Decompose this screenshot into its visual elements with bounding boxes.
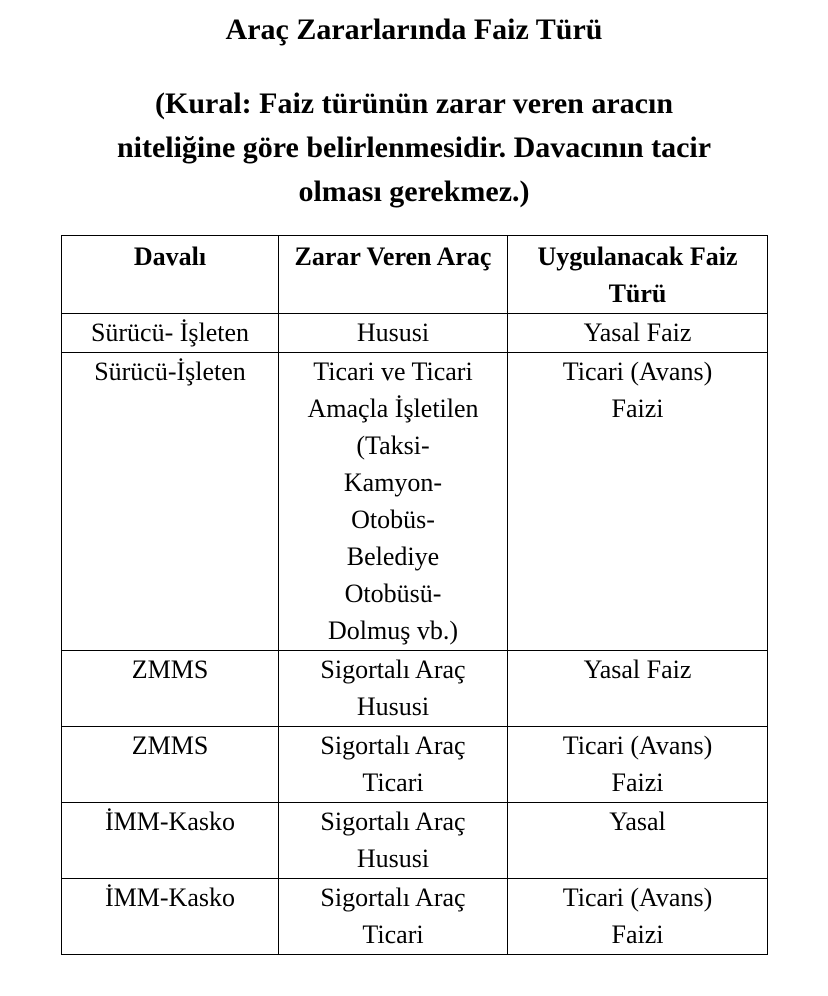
table-row bbox=[62, 727, 768, 803]
cell-defendant bbox=[62, 314, 279, 353]
cell-line: İMM-Kasko bbox=[105, 883, 235, 912]
cell-line: Dolmuş vb.) bbox=[328, 616, 458, 645]
cell-line: Sürücü-İşleten bbox=[94, 357, 246, 386]
cell-line: İMM-Kasko bbox=[105, 807, 235, 836]
cell-defendant bbox=[62, 651, 279, 727]
rule-line: niteliğine göre belirlenmesidir. Davacının tacir bbox=[116, 131, 712, 164]
cell-line: Sigortalı Araç bbox=[320, 655, 466, 684]
cell-interest bbox=[508, 879, 768, 955]
header-line: Uygulanacak Faiz bbox=[537, 242, 738, 271]
cell-interest bbox=[508, 803, 768, 879]
cell-line: Yasal bbox=[609, 807, 666, 836]
cell-defendant bbox=[62, 803, 279, 879]
table-row bbox=[62, 803, 768, 879]
header-interest-type bbox=[508, 236, 768, 314]
cell-vehicle bbox=[279, 314, 508, 353]
cell-line: Ticari (Avans) bbox=[562, 883, 713, 912]
cell-line: Ticari (Avans) bbox=[562, 357, 713, 386]
cell-vehicle bbox=[279, 353, 508, 651]
cell-line: Yasal Faiz bbox=[583, 655, 692, 684]
rule-line: (Kural: Faiz türünün zarar veren aracın bbox=[155, 87, 673, 120]
cell-line: Faizi bbox=[611, 394, 664, 423]
cell-line: Ticari bbox=[362, 768, 424, 797]
cell-line: Hususi bbox=[356, 692, 430, 721]
cell-interest bbox=[508, 353, 768, 651]
cell-line: ZMMS bbox=[131, 655, 209, 684]
cell-line: Ticari (Avans) bbox=[562, 731, 713, 760]
rule-note bbox=[40, 82, 788, 214]
cell-line: Otobüsü- bbox=[344, 579, 442, 608]
header-line: Türü bbox=[608, 279, 667, 308]
cell-line: Faizi bbox=[611, 920, 664, 949]
interest-table bbox=[61, 235, 768, 955]
cell-vehicle bbox=[279, 879, 508, 955]
cell-line: Hususi bbox=[356, 844, 430, 873]
cell-interest bbox=[508, 314, 768, 353]
cell-line: Ticari ve Ticari bbox=[313, 357, 473, 386]
table-row bbox=[62, 651, 768, 727]
cell-line: Amaçla İşletilen bbox=[307, 394, 479, 423]
cell-line: Belediye bbox=[346, 542, 440, 571]
header-damaging-vehicle bbox=[279, 236, 508, 314]
table-row bbox=[62, 353, 768, 651]
cell-vehicle bbox=[279, 803, 508, 879]
cell-line: Yasal Faiz bbox=[583, 318, 692, 347]
cell-defendant bbox=[62, 727, 279, 803]
cell-defendant bbox=[62, 353, 279, 651]
cell-line: Sürücü- İşleten bbox=[90, 318, 250, 347]
cell-vehicle bbox=[279, 651, 508, 727]
cell-line: Otobüs- bbox=[351, 505, 435, 534]
cell-line: Faizi bbox=[611, 768, 664, 797]
cell-line: Kamyon- bbox=[343, 468, 443, 497]
cell-interest bbox=[508, 727, 768, 803]
cell-line: (Taksi- bbox=[356, 431, 430, 460]
cell-interest bbox=[508, 651, 768, 727]
header-line: Davalı bbox=[133, 242, 207, 271]
cell-line: Hususi bbox=[356, 318, 430, 347]
cell-line: Sigortalı Araç bbox=[320, 731, 466, 760]
header-line: Zarar Veren bbox=[294, 242, 432, 271]
table-header-row bbox=[62, 236, 768, 314]
rule-line: olması gerekmez.) bbox=[298, 175, 530, 208]
cell-vehicle bbox=[279, 727, 508, 803]
header-defendant bbox=[62, 236, 279, 314]
cell-defendant bbox=[62, 879, 279, 955]
cell-line: Sigortalı Araç bbox=[320, 883, 466, 912]
header-line: Araç bbox=[436, 242, 492, 271]
cell-line: Ticari bbox=[362, 920, 424, 949]
page-title: Araç Zararlarında Faiz Türü bbox=[225, 13, 603, 46]
table-row bbox=[62, 314, 768, 353]
cell-line: ZMMS bbox=[131, 731, 209, 760]
cell-line: Sigortalı Araç bbox=[320, 807, 466, 836]
table-row bbox=[62, 879, 768, 955]
